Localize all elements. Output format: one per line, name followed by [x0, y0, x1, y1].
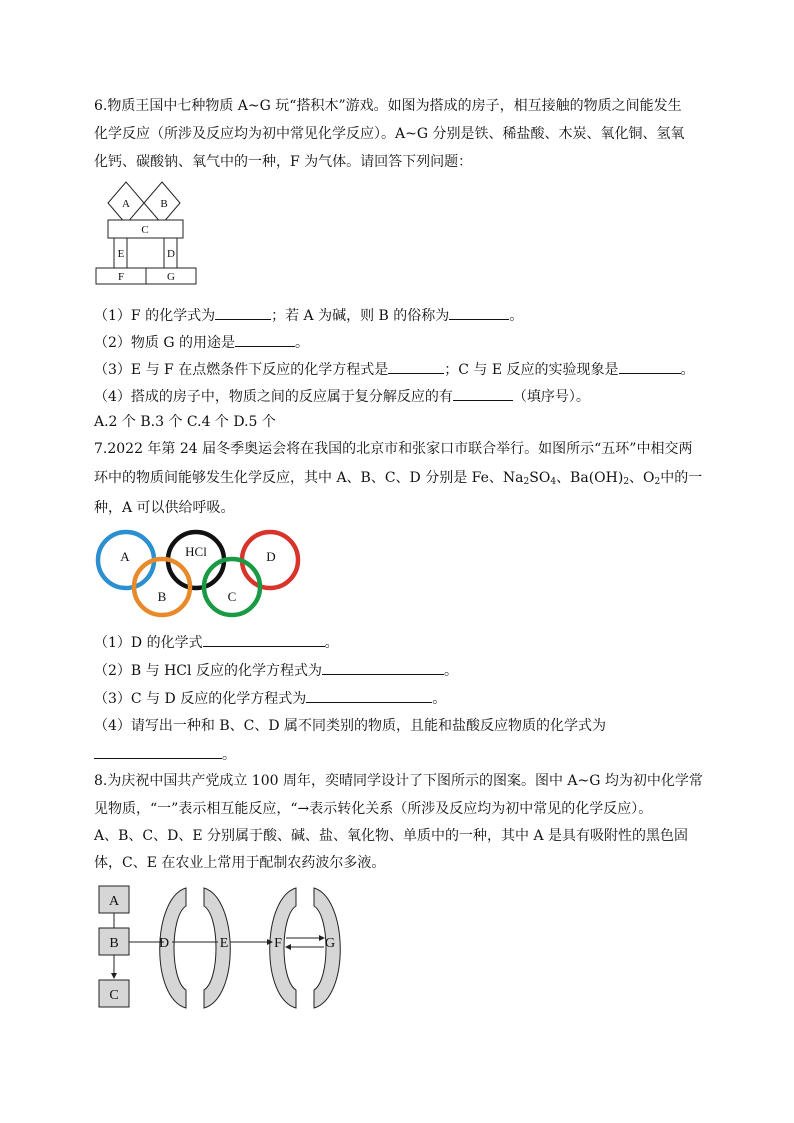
q8-label-d: D	[158, 936, 170, 951]
q7-rings-diagram	[94, 528, 304, 620]
q7-stem-text-e: 中的一	[660, 470, 703, 486]
q7-label-b: B	[157, 589, 167, 604]
q7-p2-blank[interactable]	[322, 660, 444, 675]
q6-part-1	[94, 305, 523, 326]
q6-house-diagram	[94, 180, 198, 286]
q6-p3-blank-1[interactable]	[388, 359, 444, 374]
q7-sub-2: 4	[550, 477, 557, 487]
q7-p3-text-b: 。	[432, 691, 447, 707]
q7-stem-text-b: SO	[529, 470, 551, 486]
q6-p2-text-a: （2）物质 G 的用途是	[94, 335, 235, 351]
q6-label-f: F	[117, 271, 125, 283]
q6-p3-text-c: 。	[680, 362, 695, 378]
q7-p4-blank[interactable]	[94, 744, 222, 759]
q6-p4-text-b: （填序号）。	[512, 389, 590, 405]
q6-p1-blank-1[interactable]	[215, 305, 271, 320]
q8-stem-line-4: 体，C、E 在农业上常用于配制农药波尔多液。	[94, 855, 386, 871]
q7-p1-text-a: （1）D 的化学式	[94, 635, 203, 651]
q6-p3-blank-2[interactable]	[619, 359, 681, 374]
q8-stem-line-1: 8.为庆祝中国共产党成立 100 周年，奕晴同学设计了下图所示的图案。图中 A~G 均为初中化学常	[94, 773, 703, 789]
q7-part-2	[94, 660, 458, 681]
q6-stem-line-2: 化学反应（所涉及反应均为初中常见化学反应）。A~G 分别是铁、稀盐酸、木炭、氧化铜、氢氧	[94, 126, 685, 142]
q7-p3-text-a: （3）C 与 D 反应的化学方程式为	[94, 691, 307, 707]
q7-label-c: C	[227, 589, 237, 604]
q6-p1-blank-2[interactable]	[449, 305, 509, 320]
q6-label-c: C	[141, 224, 149, 236]
q7-stem-line-2	[94, 468, 702, 488]
q7-label-hcl: HCl	[185, 544, 207, 559]
q7-sub-3: 2	[623, 477, 630, 487]
q7-p1-blank[interactable]	[203, 632, 325, 647]
q7-p3-blank[interactable]	[306, 688, 432, 703]
q7-p4-end: 。	[222, 747, 236, 763]
q6-label-a: A	[122, 198, 130, 210]
q6-p4-blank[interactable]	[453, 386, 513, 401]
q6-label-d: D	[167, 248, 175, 260]
q6-stem-line-3: 化钙、碳酸钠、氧气中的一种，F 为气体。请回答下列问题：	[94, 154, 473, 170]
q6-part-4	[94, 386, 590, 407]
q6-stem-line-1: 6.物质王国中七种物质 A~G 玩“搭积木”游戏。如图为搭成的房子，相互接触的物质之间能发生	[94, 98, 682, 114]
q8-stem-line-2: 见物质，“一”表示相互能反应，“→表示转化关系（所涉及反应均为初中常见的化学反应）。	[94, 801, 653, 817]
q6-label-g: G	[167, 271, 175, 283]
q7-label-d: D	[266, 549, 276, 564]
q7-sub-1: 2	[523, 477, 530, 487]
q7-part-1	[94, 632, 339, 653]
q8-label-b: B	[109, 936, 119, 951]
q8-label-g: G	[324, 936, 336, 951]
q7-p2-text-b: 。	[443, 663, 458, 679]
q8-label-a: A	[108, 894, 120, 909]
q7-part-4: （4）请写出一种和 B、C、D 属不同类别的物质，且能和盐酸反应物质的化学式为	[94, 718, 607, 734]
q6-part-3	[94, 359, 695, 380]
q7-stem-text-c: 、Ba(OH)	[556, 470, 624, 486]
q7-stem-text-d: 、O	[629, 470, 655, 486]
q7-part-4-answer	[94, 744, 236, 765]
q6-p3-text-b: ；C 与 E 反应的实验现象是	[444, 362, 619, 378]
q7-part-3	[94, 688, 446, 709]
q6-label-b: B	[160, 198, 168, 210]
q8-label-e: E	[219, 936, 229, 951]
q6-p1-text-c: 。	[509, 308, 524, 324]
q8-party-emblem-diagram	[94, 880, 356, 1016]
q6-p2-text-b: 。	[295, 335, 309, 351]
q6-label-e: E	[117, 248, 125, 260]
q6-p4-text-a: （4）搭成的房子中，物质之间的反应属于复分解反应的有	[94, 389, 453, 405]
q6-options: A.2 个 B.3 个 C.4 个 D.5 个	[94, 414, 276, 430]
q7-p1-text-b: 。	[324, 635, 339, 651]
q6-p3-text-a: （3）E 与 F 在点燃条件下反应的化学方程式是	[94, 362, 389, 378]
q8-stem-line-3: A、B、C、D、E 分别属于酸、碱、盐、氧化物、单质中的一种，其中 A 是具有吸附性的黑色固	[94, 828, 689, 844]
q7-p2-text-a: （2）B 与 HCl 反应的化学方程式为	[94, 663, 322, 679]
q7-label-a: A	[120, 549, 130, 564]
q7-ring-c	[204, 559, 260, 615]
q6-p2-blank[interactable]	[235, 332, 295, 347]
q6-p1-text-a: （1）F 的化学式为	[94, 308, 216, 324]
q8-label-f: F	[274, 936, 282, 951]
q6-part-2	[94, 332, 309, 353]
q7-sub-4: 2	[654, 477, 661, 487]
q7-stem-text-a: 环中的物质间能够发生化学反应，其中 A、B、C、D 分别是 Fe、Na	[94, 470, 524, 486]
q7-stem-line-1: 7.2022 年第 24 届冬季奥运会将在我国的北京市和张家口市联合举行。如图所示“五环”中相交两	[94, 441, 693, 457]
q7-ring-hcl	[168, 532, 224, 588]
q7-stem-line-3: 种，A 可以供给呼吸。	[94, 500, 235, 516]
q8-label-c: C	[109, 988, 119, 1003]
q6-p1-text-b: ；若 A 为碱，则 B 的俗称为	[271, 308, 450, 324]
q7-ring-b	[134, 559, 190, 615]
